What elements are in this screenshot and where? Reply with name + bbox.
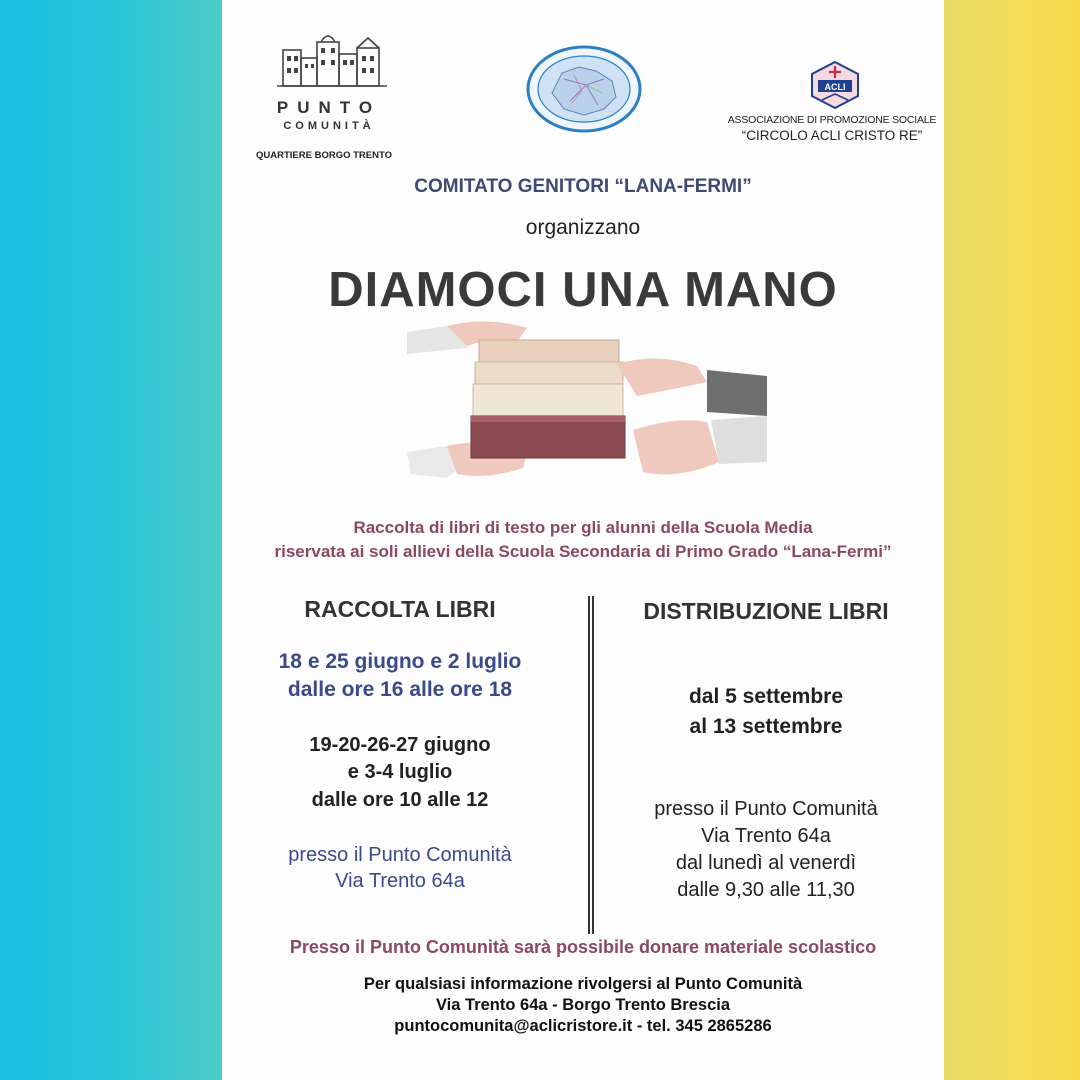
intro-line-1: Raccolta di libri di testo per gli alunni della Scuola Media	[353, 518, 813, 537]
acli-association-label: ASSOCIAZIONE DI PROMOZIONE SOCIALE	[727, 114, 937, 126]
acli-circolo-name: “CIRCOLO ACLI CRISTO RE”	[741, 128, 923, 143]
donation-note: Presso il Punto Comunità sarà possibile donare materiale scolastico	[289, 937, 877, 957]
raccolta-dates-1: 18 e 25 giugno e 2 luglio	[278, 650, 522, 673]
distribuzione-place-2: Via Trento 64a	[701, 825, 831, 847]
comune-di-brescia-seal-icon	[524, 45, 644, 133]
punto-comunita-logo-title: PUNTO	[276, 98, 382, 117]
flyer-page	[222, 0, 944, 1080]
distribuzione-hours: dalle 9,30 alle 11,30	[677, 879, 855, 901]
svg-text:ACLI: ACLI	[824, 82, 846, 92]
distribuzione-to: al 13 settembre	[689, 715, 843, 738]
quartiere-label: QUARTIERE BORGO TRENTO	[256, 150, 392, 161]
raccolta-place-1: presso il Punto Comunità	[288, 844, 512, 866]
hands-giving-books-illustration	[407, 312, 767, 490]
comitato-heading: COMITATO GENITORI “LANA-FERMI”	[414, 176, 752, 197]
info-address: Via Trento 64a - Borgo Trento Brescia	[435, 996, 731, 1014]
raccolta-hours-1: dalle ore 16 alle ore 18	[287, 678, 513, 701]
raccolta-place-2: Via Trento 64a	[335, 870, 465, 892]
punto-comunita-logo-subtitle: COMUNITÀ	[283, 120, 375, 132]
info-contacts: puntocomunita@aclicristore.it - tel. 345 2865286	[394, 1017, 772, 1035]
raccolta-heading: RACCOLTA LIBRI	[304, 596, 496, 622]
raccolta-hours-2: dalle ore 10 alle 12	[311, 789, 489, 811]
distribuzione-days: dal lunedì al venerdì	[675, 852, 857, 874]
raccolta-dates-2a: 19-20-26-27 giugno	[309, 734, 491, 756]
city-buildings-icon	[277, 28, 387, 88]
distribuzione-from: dal 5 settembre	[688, 685, 844, 708]
intro-line-2: riservata ai soli allievi della Scuola Secondaria di Primo Grado “Lana-Fermi”	[274, 542, 892, 561]
right-gradient-band	[944, 0, 1080, 1080]
distribuzione-place-1: presso il Punto Comunità	[654, 798, 878, 820]
info-line-1: Per qualsiasi informazione rivolgersi al Punto Comunità	[363, 975, 803, 993]
raccolta-dates-2b: e 3-4 luglio	[347, 761, 453, 783]
distribuzione-heading: DISTRIBUZIONE LIBRI	[643, 598, 889, 624]
left-gradient-band	[0, 0, 222, 1080]
acli-emblem-icon	[808, 60, 862, 110]
page-title: DIAMOCI UNA MANO	[328, 263, 838, 317]
organizzano-text: organizzano	[525, 216, 641, 239]
